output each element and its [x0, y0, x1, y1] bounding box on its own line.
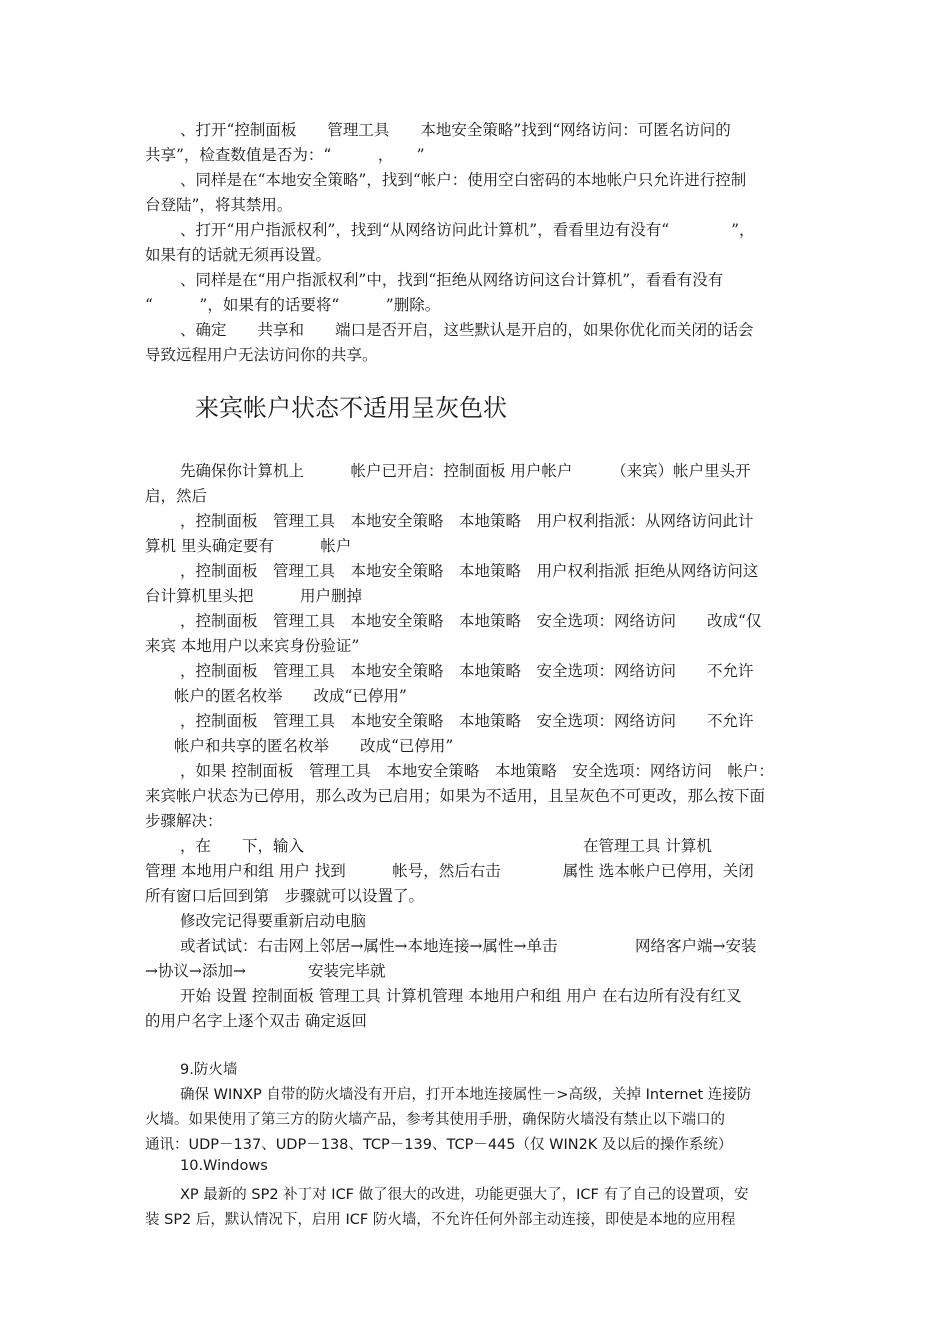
text-line: 装 SP2 后，默认情况下，启用 ICF 防火墙，不允许任何外部主动连接，即使是本地的应用程: [145, 1212, 736, 1228]
text-line: 帐户的匿名枚举 改成“已停用”: [174, 687, 407, 705]
text-line: ，控制面板 管理工具 本地安全策略 本地策略 安全选项：网络访问 不允许: [180, 662, 754, 680]
text-line: ，控制面板 管理工具 本地安全策略 本地策略 安全选项：网络访问 改成“仅: [180, 612, 762, 630]
section-title: 9.防火墙: [180, 1062, 238, 1078]
text-line: 如果有的话就无须再设置。: [145, 246, 332, 264]
text-line: 帐户和共享的匿名枚举 改成“已停用”: [174, 737, 454, 755]
text-line: 、打开“用户指派权利”，找到“从网络访问此计算机”，看看里边有没有“ ”，: [180, 221, 755, 239]
text-line: 所有窗口后回到第 步骤就可以设置了。: [145, 887, 425, 905]
text-line: 、打开“控制面板 管理工具 本地安全策略”找到“网络访问：可匿名访问的: [180, 121, 731, 139]
text-line: 火墙。如果使用了第三方的防火墙产品，参考其使用手册，确保防火墙没有禁止以下端口的: [145, 1112, 725, 1128]
text-line: XP 最新的 SP2 补丁对 ICF 做了很大的改进，功能更强大了，ICF 有了自己的设置项，安: [180, 1187, 749, 1203]
text-line: 来宾 本地用户以来宾身份验证”: [145, 637, 360, 655]
text-line: 管理 本地用户和组 用户 找到 帐号，然后右击 属性 选本帐户已停用，关闭: [145, 862, 754, 880]
text-line: →协议→添加→ 安装完毕就: [145, 962, 386, 980]
text-line: 、同样是在“本地安全策略”，找到“帐户：使用空白密码的本地帐户只允许进行控制: [180, 171, 747, 189]
text-line: 、确定 共享和 端口是否开启，这些默认是开启的，如果你优化而关闭的话会: [180, 321, 754, 339]
text-line: 来宾帐户状态为已停用，那么改为已启用；如果为不适用，且呈灰色不可更改，那么按下面: [145, 787, 766, 805]
text-line: ，控制面板 管理工具 本地安全策略 本地策略 用户权利指派：从网络访问此计: [180, 512, 754, 530]
text-line: 算机 里头确定要有 帐户: [145, 537, 352, 555]
section-title: 10.Windows: [180, 1158, 268, 1174]
text-line: 修改完记得要重新启动电脑: [180, 912, 367, 930]
text-line: 台计算机里头把 用户删掉: [145, 587, 363, 605]
text-line: ，在 下，输入 在管理工具 计算机: [180, 837, 712, 855]
text-line: 启，然后: [145, 487, 208, 505]
text-line: ，控制面板 管理工具 本地安全策略 本地策略 安全选项：网络访问 不允许: [180, 712, 754, 730]
text-line: ，如果 控制面板 管理工具 本地安全策略 本地策略 安全选项：网络访问 帐户：: [180, 762, 774, 780]
text-line: 开始 设置 控制面板 管理工具 计算机管理 本地用户和组 用户 在右边所有没有红叉: [180, 987, 742, 1005]
text-line: 确保 WINXP 自带的防火墙没有开启，打开本地连接属性－>高级，关掉 Internet 连接防: [180, 1087, 752, 1103]
text-line: 、同样是在“用户指派权利”中，找到“拒绝从网络访问这台计算机”，看看有没有: [180, 271, 724, 289]
text-line: 先确保你计算机上 帐户已开启：控制面板 用户帐户 （来宾）帐户里头开: [180, 462, 751, 480]
section-heading: 来宾帐户状态不适用呈灰色状: [195, 394, 507, 422]
text-line: 或者试试：右击网上邻居→属性→本地连接→属性→单击 网络客户端→安装: [180, 937, 757, 955]
text-line: 步骤解决：: [145, 812, 223, 830]
text-line: 导致远程用户无法访问你的共享。: [145, 346, 378, 364]
text-line: 台登陆”，将其禁用。: [145, 196, 293, 214]
text-line: ，控制面板 管理工具 本地安全策略 本地策略 用户权利指派 拒绝从网络访问这: [180, 562, 759, 580]
text-line: 通讯：UDP－137、UDP－138、TCP－139、TCP－445（仅 WIN2K 及以后的操作系统）: [145, 1137, 733, 1153]
text-line: 的用户名字上逐个双击 确定返回: [145, 1012, 367, 1030]
text-line: “ ”，如果有的话要将“ ”删除。: [145, 296, 441, 314]
text-line: 共享”，检查数值是否为：“ ， ”: [145, 146, 425, 164]
